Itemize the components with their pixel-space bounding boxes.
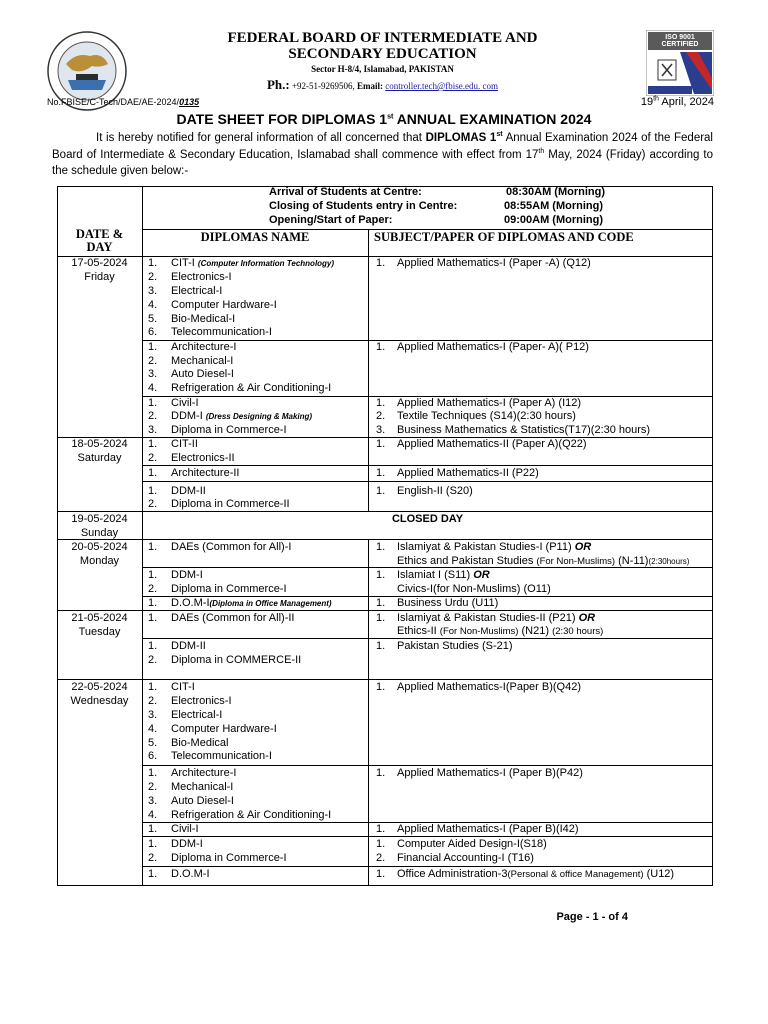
issue-day-suffix: th <box>653 95 659 103</box>
org-name-line1: FEDERAL BOARD OF INTERMEDIATE AND <box>227 30 538 46</box>
subject-note: (Personal & office Management) <box>507 869 644 880</box>
diploma-name: Architecture-I <box>171 767 237 779</box>
diploma-name: Diploma in Commerce-I <box>171 852 287 864</box>
row-line <box>142 866 713 867</box>
list-number: 2. <box>148 695 158 707</box>
list-number: 1. <box>376 397 386 409</box>
list-number: 3. <box>148 285 158 297</box>
reference-number <box>47 97 199 107</box>
exam-date: 19-05-2024 <box>71 513 128 525</box>
list-number: 1. <box>376 541 386 553</box>
subject-paper: English-II (S20) <box>397 485 473 497</box>
diploma-name: Telecommunication-I <box>171 750 272 762</box>
exam-day: Monday <box>79 555 120 567</box>
exam-date: 22-05-2024 <box>71 681 128 693</box>
diploma-name: Architecture-I <box>171 341 237 353</box>
diploma-name <box>171 410 312 423</box>
reference-serial: 0135 <box>179 97 200 107</box>
timing-label: Opening/Start of Paper: <box>269 214 393 226</box>
list-number: 1. <box>376 597 386 609</box>
list-number: 1. <box>148 257 158 269</box>
subject-paper: Applied Mathematics-I (Paper B)(P42) <box>397 767 583 779</box>
list-number: 1. <box>376 485 386 497</box>
row-line <box>142 638 713 639</box>
subject-label: Islamiyat & Pakistan Studies-II (P21) <box>397 612 579 624</box>
diploma-name: Computer Hardware-I <box>171 723 277 735</box>
subject-duration: (2:30hours) <box>648 557 690 566</box>
diploma-name: Electrical-I <box>171 709 223 721</box>
list-number: 1. <box>376 868 386 880</box>
subject-paper: Applied Mathematics-I (Paper B)(I42) <box>397 823 579 835</box>
list-number: 1. <box>376 341 386 353</box>
or-marker: OR <box>578 612 596 624</box>
subject-paper: Civics-I(for Non-Muslims) (O11) <box>397 583 551 595</box>
diploma-name: CIT-I <box>171 681 195 693</box>
subject-label: Office Administration-3 <box>397 868 508 880</box>
diploma-name: DAEs (Common for All)-II <box>171 612 295 624</box>
diploma-name: Diploma in Commerce-I <box>171 583 287 595</box>
or-marker: OR <box>473 569 490 581</box>
exam-date: 21-05-2024 <box>71 612 128 624</box>
subject-paper: Computer Aided Design-I(S18) <box>397 838 547 850</box>
diploma-name: DDM-I <box>171 569 203 581</box>
row-line <box>57 610 713 611</box>
list-number: 1. <box>376 838 386 850</box>
list-number: 2. <box>148 355 158 367</box>
diploma-name: Bio-Medical-I <box>171 313 236 325</box>
email-label: Email: <box>357 81 384 91</box>
diploma-name <box>171 597 332 610</box>
row-line <box>57 679 713 680</box>
row-line <box>142 481 713 482</box>
list-number: 1. <box>148 823 158 835</box>
notice-diplomas: DIPLOMAS 1 <box>425 132 497 144</box>
exam-date: 17-05-2024 <box>71 257 128 269</box>
org-contact <box>140 77 625 93</box>
notice-sup-1: st <box>496 131 503 139</box>
column-header-subject: SUBJECT/PAPER OF DIPLOMAS AND CODE <box>374 230 634 244</box>
exam-day: Wednesday <box>70 695 129 707</box>
list-number: 1. <box>148 681 158 693</box>
subject-code: (N21) <box>518 625 553 637</box>
list-number: 1. <box>148 868 158 880</box>
list-number: 1. <box>148 838 158 850</box>
list-number: 1. <box>148 485 158 497</box>
list-number: 1. <box>376 823 386 835</box>
list-number: 3. <box>148 368 158 380</box>
list-number: 6. <box>148 326 158 338</box>
subject-paper <box>397 541 591 554</box>
iso-certified-logo <box>646 30 714 96</box>
exam-day: Friday <box>84 271 115 283</box>
list-number: 1. <box>148 767 158 779</box>
column-header-diploma: DIPLOMAS NAME <box>200 230 310 244</box>
diploma-name: Electronics-I <box>171 695 232 707</box>
diploma-name: Electronics-II <box>171 452 235 464</box>
diploma-name: Diploma in Commerce-I <box>171 424 287 436</box>
subject-paper: Applied Mathematics-I (Paper A) (I12) <box>397 397 582 409</box>
subject-label: Islamiat I (S11) <box>397 569 474 581</box>
list-number: 6. <box>148 750 158 762</box>
notice-paragraph <box>52 130 713 180</box>
reference-prefix: No.FBISE/C-Tech/DAE/AE-2024/ <box>47 97 180 107</box>
list-number: 1. <box>376 569 386 581</box>
diploma-name: DDM-II <box>171 640 206 652</box>
diploma-name: Civil-I <box>171 823 199 835</box>
subject-paper <box>397 612 595 625</box>
list-number: 4. <box>148 809 158 821</box>
diploma-name: Diploma in Commerce-II <box>171 498 290 510</box>
title-sup: st <box>387 113 394 121</box>
list-number: 1. <box>148 541 158 553</box>
email-link[interactable]: controller.tech@fbise.edu. com <box>385 81 499 91</box>
diploma-name: Electronics-I <box>171 271 232 283</box>
list-number: 1. <box>376 640 386 652</box>
document-title <box>0 111 768 127</box>
list-number: 2. <box>148 498 158 510</box>
col-divider-subject <box>368 229 369 511</box>
list-number: 3. <box>376 424 386 436</box>
timing-label: Arrival of Students at Centre: <box>269 186 422 198</box>
list-number: 2. <box>376 410 386 422</box>
column-header-day: DAY <box>86 240 113 254</box>
row-line <box>142 465 713 466</box>
diploma-name: Auto Diesel-I <box>171 795 234 807</box>
timing-value: 08:55AM (Morning) <box>504 200 603 212</box>
subject-paper: Pakistan Studies (S-21) <box>397 640 513 652</box>
list-number: 1. <box>376 257 386 269</box>
diploma-name: DDM-I <box>171 838 203 850</box>
list-number: 1. <box>376 767 386 779</box>
diploma-name: Refrigeration & Air Conditioning-I <box>171 809 332 821</box>
col-divider-subject-lower <box>368 539 369 886</box>
org-address: Sector H-8/4, Islamabad, PAKISTAN <box>311 64 454 74</box>
subject-code: (U12) <box>643 868 675 880</box>
diploma-name: Bio-Medical <box>171 737 229 749</box>
notice-sup-2: th <box>538 147 545 155</box>
subject-label: Ethics-II <box>397 625 440 637</box>
list-number: 1. <box>148 467 158 479</box>
notice-text-1: It is hereby notified for general information of all concerned that <box>96 132 426 144</box>
subject-paper <box>397 569 490 582</box>
title-part2: ANNUAL EXAMINATION 2024 <box>393 111 592 127</box>
subject-paper: Applied Mathematics-I (Paper -A) (Q12) <box>397 257 591 269</box>
exam-day: Tuesday <box>78 626 121 638</box>
list-number: 1. <box>148 438 158 450</box>
subject-paper: Business Mathematics & Statistics(T17)(2:30 hours) <box>397 424 651 436</box>
subject-paper: Applied Mathematics-II (P22) <box>397 467 539 479</box>
list-number: 1. <box>148 612 158 624</box>
diploma-name: Electrical-I <box>171 285 223 297</box>
subject-label: Ethics and Pakistan Studies <box>397 555 537 567</box>
issue-month-year: April, 2024 <box>658 96 714 108</box>
list-number: 2. <box>148 852 158 864</box>
diploma-name: Mechanical-I <box>171 355 234 367</box>
subject-code: (N-11) <box>615 555 649 567</box>
diploma-name: Computer Hardware-I <box>171 299 277 311</box>
list-number: 1. <box>148 640 158 652</box>
notice-text-2: Annual Examination 2024 of the Federal Board of Intermediate & Secondary Education, Islamabad shall commence with effect from 17 <box>52 132 713 161</box>
subject-note: (For Non-Muslims) <box>536 556 616 567</box>
subject-paper <box>397 625 603 638</box>
diploma-label: DDM-I <box>171 410 203 422</box>
subject-paper <box>397 555 689 568</box>
list-number: 2. <box>148 271 158 283</box>
title-part1: DATE SHEET FOR DIPLOMAS 1 <box>176 111 388 127</box>
list-number: 2. <box>148 654 158 666</box>
diploma-name: D.O.M-I <box>171 868 210 880</box>
diploma-name: Architecture-II <box>171 467 240 479</box>
row-line <box>57 511 713 512</box>
list-number: 4. <box>148 723 158 735</box>
list-number: 1. <box>376 681 386 693</box>
diploma-name: DDM-II <box>171 485 206 497</box>
col-divider-date <box>142 186 143 886</box>
row-line <box>142 765 713 766</box>
row-line <box>142 836 713 837</box>
list-number: 2. <box>148 781 158 793</box>
list-number: 1. <box>376 612 386 624</box>
diploma-name: Telecommunication-I <box>171 326 272 338</box>
notice-text-3: May, 2024 (Friday) according to the schedule given below:- <box>52 148 713 177</box>
list-number: 1. <box>376 467 386 479</box>
diploma-note: (Computer Information Technology) <box>197 259 335 268</box>
column-header-date: DATE & <box>75 227 124 241</box>
list-number: 2. <box>376 852 386 864</box>
diploma-note: (Diploma in Office Management) <box>209 599 332 608</box>
subject-paper: Applied Mathematics-I(Paper B)(Q42) <box>397 681 582 693</box>
subject-paper: Financial Accounting-I (T16) <box>397 852 534 864</box>
org-name-line2: SECONDARY EDUCATION <box>288 46 477 62</box>
timing-value: 08:30AM (Morning) <box>506 186 605 198</box>
timing-value: 09:00AM (Morning) <box>504 214 603 226</box>
diploma-name: DAEs (Common for All)-I <box>171 541 292 553</box>
subject-paper <box>397 868 674 881</box>
list-number: 1. <box>148 597 158 609</box>
subject-label: Islamiyat & Pakistan Studies-I (P11) <box>397 541 575 553</box>
list-number: 2. <box>148 583 158 595</box>
subject-paper: Business Urdu (U11) <box>397 597 499 609</box>
diploma-label: CIT-I <box>171 257 195 269</box>
issue-day: 19 <box>640 96 654 108</box>
list-number: 5. <box>148 313 158 325</box>
subject-paper: Textile Techniques (S14)(2:30 hours) <box>397 410 576 422</box>
exam-day: Sunday <box>80 527 119 539</box>
phone-label: Ph.: <box>266 77 290 92</box>
list-number: 2. <box>148 410 158 422</box>
list-number: 4. <box>148 382 158 394</box>
issue-date <box>641 96 714 108</box>
or-marker: OR <box>574 541 592 553</box>
list-number: 1. <box>376 438 386 450</box>
row-line <box>57 539 713 540</box>
list-number: 1. <box>148 341 158 353</box>
exam-date: 18-05-2024 <box>71 438 128 450</box>
list-number: 3. <box>148 424 158 436</box>
list-number: 1. <box>148 397 158 409</box>
diploma-label: D.O.M-I <box>171 597 210 609</box>
list-number: 4. <box>148 299 158 311</box>
iso-badge-subtext: CERTIFIED <box>661 41 699 48</box>
diploma-name: CIT-II <box>171 438 198 450</box>
diploma-note: (Dress Designing & Making) <box>205 412 313 421</box>
list-number: 2. <box>148 452 158 464</box>
closed-day-label: CLOSED DAY <box>391 513 464 525</box>
timing-label: Closing of Students entry in Centre: <box>269 200 458 212</box>
subject-paper: Applied Mathematics-II (Paper A)(Q22) <box>397 438 587 450</box>
subject-paper: Applied Mathematics-I (Paper- A)( P12) <box>397 341 589 353</box>
diploma-name: Mechanical-I <box>171 781 234 793</box>
diploma-name: Refrigeration & Air Conditioning-I <box>171 382 332 394</box>
phone-number: +92-51-9269506, <box>291 81 355 91</box>
diploma-name: Civil-I <box>171 397 199 409</box>
diploma-name <box>171 257 334 270</box>
list-number: 3. <box>148 709 158 721</box>
list-number: 1. <box>148 569 158 581</box>
list-number: 5. <box>148 737 158 749</box>
list-number: 3. <box>148 795 158 807</box>
exam-date: 20-05-2024 <box>71 541 128 553</box>
subject-duration: (2:30 hours) <box>552 626 604 637</box>
page-number: Page - 1 - of 4 <box>556 911 628 923</box>
diploma-name: Auto Diesel-I <box>171 368 234 380</box>
diploma-name: Diploma in COMMERCE-II <box>171 654 302 666</box>
subject-note: (For Non-Muslims) <box>439 626 519 637</box>
exam-day: Saturday <box>77 452 122 464</box>
iso-badge-text: ISO 9001 <box>665 34 695 41</box>
